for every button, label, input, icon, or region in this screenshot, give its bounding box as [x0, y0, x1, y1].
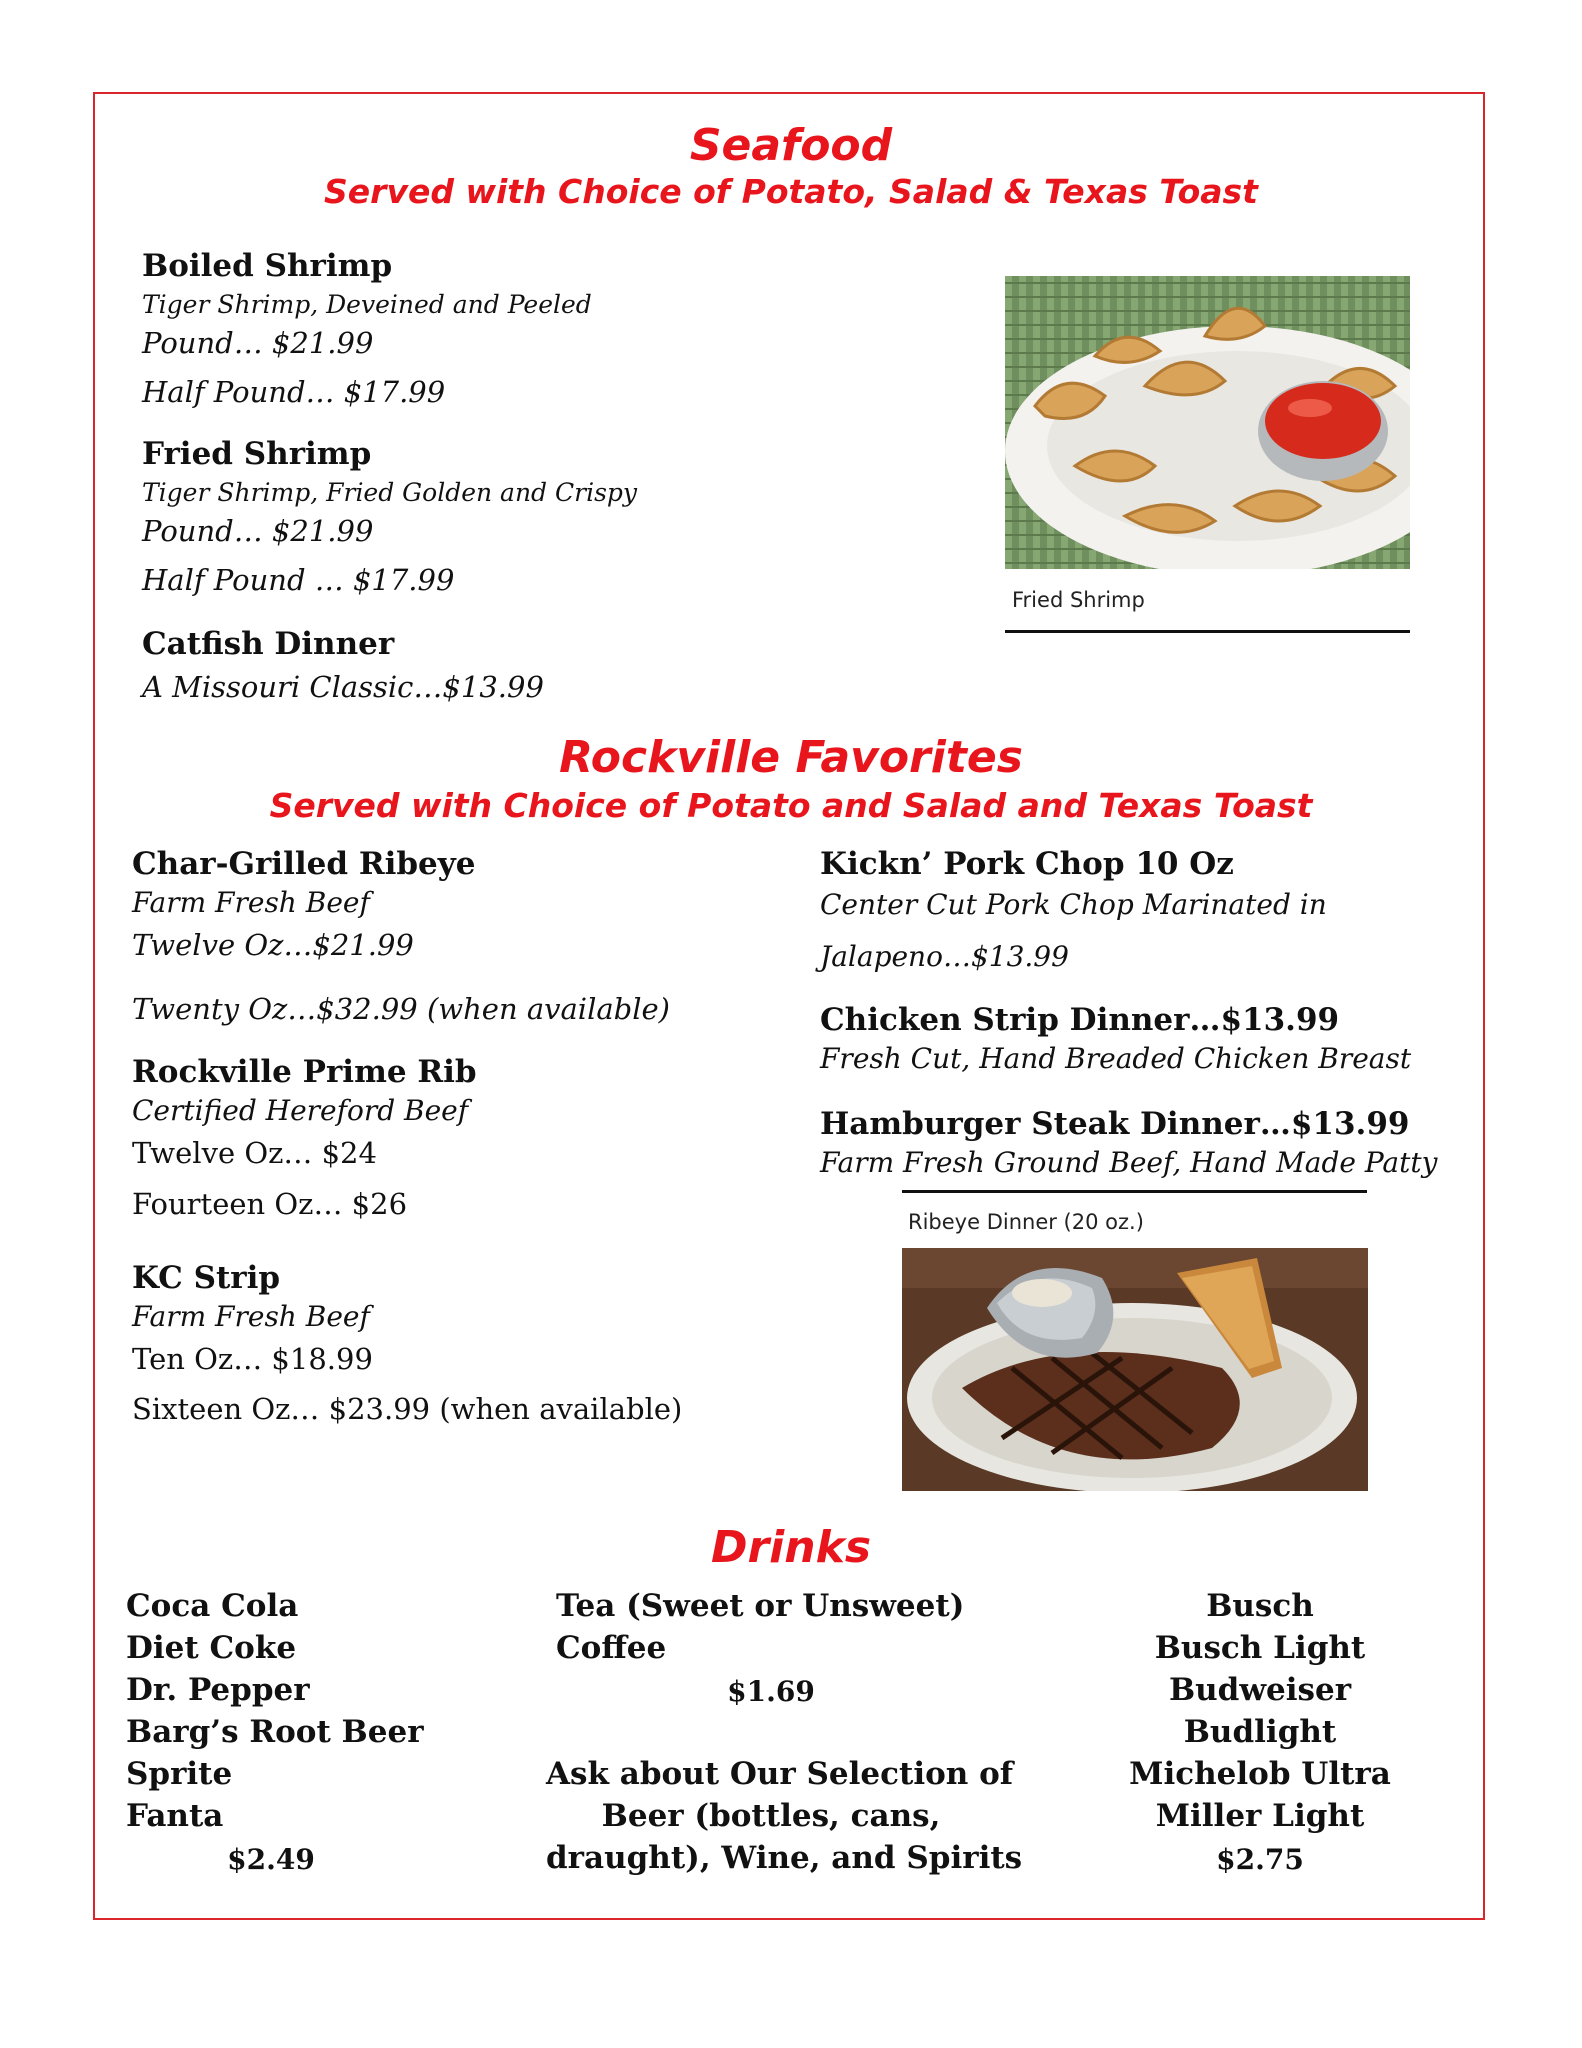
kc-strip-desc: Farm Fresh Beef [132, 1300, 370, 1333]
beer-note-line2: Beer (bottles, cans, [601, 1798, 941, 1834]
boiled-shrimp-name: Boiled Shrimp [142, 248, 393, 284]
fried-shrimp-desc: Tiger Shrimp, Fried Golden and Crispy [142, 478, 638, 507]
prime-rib-name: Rockville Prime Rib [132, 1054, 477, 1090]
beer-michelob-ultra: Michelob Ultra [1129, 1756, 1391, 1792]
boiled-shrimp-price-pound: Pound… $21.99 [142, 326, 374, 360]
ribeye-price-12: Twelve Oz…$21.99 [132, 928, 414, 962]
catfish-desc: A Missouri Classic…$13.99 [142, 670, 544, 704]
beer-note-line3: draught), Wine, and Spirits [546, 1840, 1023, 1876]
prime-rib-price-14: Fourteen Oz… $26 [132, 1187, 408, 1221]
ribeye-desc: Farm Fresh Beef [132, 886, 370, 919]
prime-rib-price-12: Twelve Oz… $24 [132, 1136, 377, 1170]
pork-chop-desc: Center Cut Pork Chop Marinated in [820, 888, 1327, 921]
sodas-price: $2.49 [227, 1843, 315, 1876]
hamburger-steak-name: Hamburger Steak Dinner…$13.99 [820, 1106, 1410, 1142]
boiled-shrimp-desc: Tiger Shrimp, Deveined and Peeled [142, 290, 592, 319]
beer-budweiser: Budweiser [1168, 1672, 1352, 1708]
drink-coca-cola: Coca Cola [126, 1588, 299, 1624]
beer-note-line1: Ask about Our Selection of [546, 1756, 1014, 1792]
hamburger-steak-desc: Farm Fresh Ground Beef, Hand Made Patty [820, 1146, 1438, 1179]
chicken-strip-desc: Fresh Cut, Hand Breaded Chicken Breast [820, 1042, 1412, 1075]
catfish-name: Catfish Dinner [142, 626, 395, 662]
hot-drinks-price: $1.69 [727, 1675, 815, 1708]
drink-dr-pepper: Dr. Pepper [126, 1672, 310, 1708]
drink-sprite: Sprite [126, 1756, 233, 1792]
kc-strip-price-10: Ten Oz… $18.99 [132, 1342, 373, 1376]
boiled-shrimp-price-half: Half Pound… $17.99 [142, 375, 446, 409]
fried-shrimp-price-half: Half Pound … $17.99 [142, 563, 455, 597]
pork-chop-price: Jalapeno…$13.99 [820, 940, 1069, 973]
drink-diet-coke: Diet Coke [126, 1630, 297, 1666]
ribeye-name: Char-Grilled Ribeye [132, 846, 476, 882]
favorites-subtitle: Served with Choice of Potato and Salad and Texas Toast [269, 786, 1313, 825]
chicken-strip-name: Chicken Strip Dinner…$13.99 [820, 1002, 1340, 1038]
drinks-title: Drinks [710, 1522, 872, 1573]
prime-rib-desc: Certified Hereford Beef [132, 1094, 469, 1127]
pork-chop-name: Kickn’ Pork Chop 10 Oz [820, 846, 1234, 882]
seafood-title: Seafood [689, 120, 893, 171]
beers-price: $2.75 [1216, 1843, 1304, 1876]
fried-shrimp-photo [1005, 276, 1410, 569]
ribeye-price-20: Twenty Oz…$32.99 (when available) [132, 992, 670, 1026]
drink-fanta: Fanta [126, 1798, 224, 1834]
drink-root-beer: Barg’s Root Beer [126, 1714, 424, 1750]
ribeye-dinner-photo [902, 1248, 1368, 1491]
beer-budlight: Budlight [1183, 1714, 1337, 1750]
fried-shrimp-name: Fried Shrimp [142, 436, 372, 472]
fried-shrimp-caption: Fried Shrimp [1012, 588, 1145, 612]
drink-coffee: Coffee [556, 1630, 667, 1666]
drink-tea: Tea (Sweet or Unsweet) [556, 1588, 965, 1624]
kc-strip-price-16: Sixteen Oz… $23.99 (when available) [132, 1392, 683, 1426]
ribeye-caption-rule [902, 1190, 1367, 1193]
caption-rule [1005, 630, 1410, 633]
favorites-title: Rockville Favorites [559, 732, 1023, 783]
beer-busch-light: Busch Light [1154, 1630, 1366, 1666]
kc-strip-name: KC Strip [132, 1260, 281, 1296]
seafood-subtitle: Served with Choice of Potato, Salad & Texas Toast [324, 172, 1258, 211]
beer-busch: Busch [1206, 1588, 1314, 1624]
beer-miller-light: Miller Light [1155, 1798, 1365, 1834]
fried-shrimp-price-pound: Pound… $21.99 [142, 514, 374, 548]
ribeye-photo-caption: Ribeye Dinner (20 oz.) [908, 1210, 1144, 1234]
